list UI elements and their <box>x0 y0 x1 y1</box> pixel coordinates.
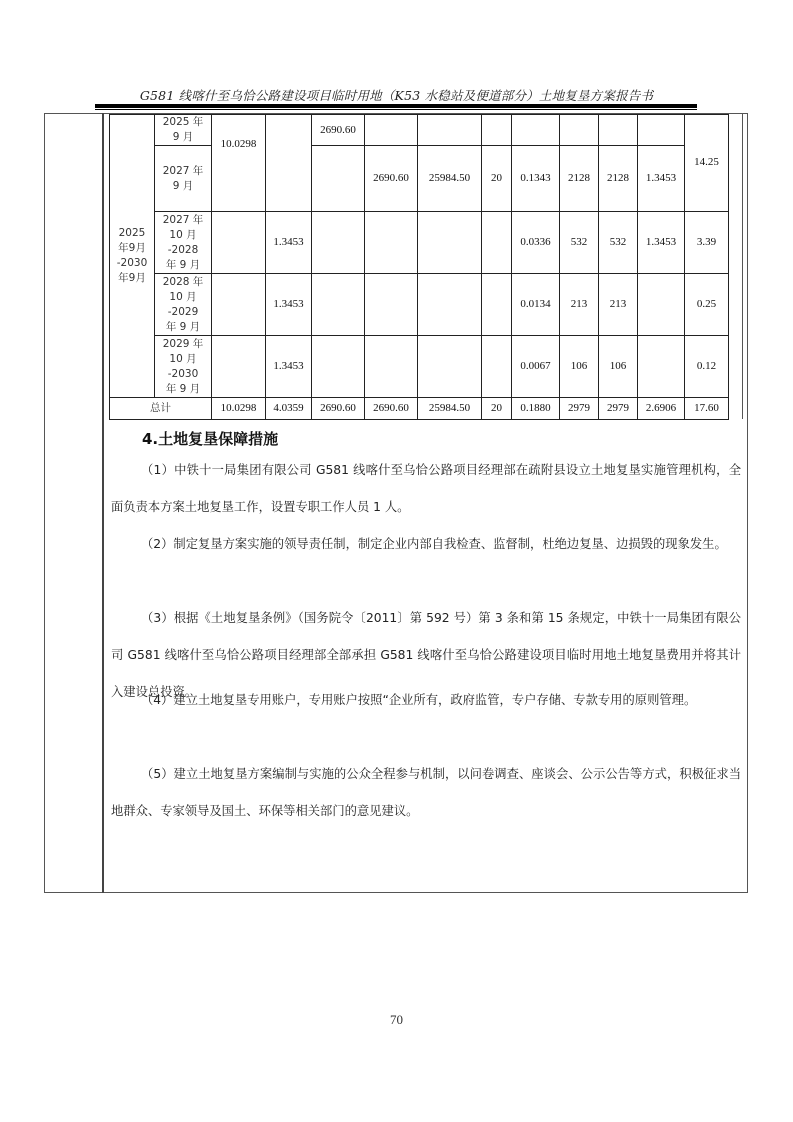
table-cell: 1.3453 <box>266 212 312 274</box>
sub-period-line: 9 月 <box>172 131 194 143</box>
total-cell: 4.0359 <box>266 398 312 420</box>
table-row <box>110 115 729 146</box>
period-cell <box>110 115 155 398</box>
table-cell <box>312 212 365 274</box>
table-cell <box>365 336 418 398</box>
sub-period-line: 年 9 月 <box>165 320 201 333</box>
table-cell: 532 <box>599 212 638 274</box>
period-line: 年9月 <box>118 242 146 254</box>
table-cell <box>638 336 685 398</box>
paragraph-4 <box>111 682 741 719</box>
sub-period-line: 年 9 月 <box>165 382 201 395</box>
table-cell: 1.3453 <box>266 336 312 398</box>
table-cell: 25984.50 <box>418 146 482 212</box>
reclamation-schedule-table <box>109 114 729 420</box>
total-cell: 20 <box>482 398 512 420</box>
sub-period-cell <box>155 115 212 146</box>
paragraph-2 <box>111 526 741 563</box>
total-cell: 2979 <box>599 398 638 420</box>
paragraph-5 <box>111 756 741 830</box>
table-cell <box>482 274 512 336</box>
table-cell <box>638 274 685 336</box>
table-cell: 0.25 <box>685 274 729 336</box>
table-cell: 0.0336 <box>512 212 560 274</box>
table-row <box>110 274 729 336</box>
table-cell <box>482 115 512 146</box>
table-cell: 213 <box>599 274 638 336</box>
table-cell <box>512 115 560 146</box>
table-cell: 10.0298 <box>212 115 266 212</box>
table-cell: 532 <box>560 212 599 274</box>
sub-period-line: 年 9 月 <box>165 258 201 271</box>
document-header-title: G581 线喀什至乌恰公路建设项目临时用地（K53 水稳站及便道部分）土地复垦方案报告书 <box>139 88 654 103</box>
sub-period-cell <box>155 336 212 398</box>
table-cell: 0.1343 <box>512 146 560 212</box>
left-column-divider <box>102 113 104 893</box>
table-cell <box>212 274 266 336</box>
table-cell: 20 <box>482 146 512 212</box>
table-cell: 1.3453 <box>638 146 685 212</box>
table-cell <box>365 274 418 336</box>
table-cell <box>365 212 418 274</box>
paragraph-text: （4）建立土地复垦专用账户，专用账户按照“企业所有，政府监管，专户存储、专款专用的原则管理。 <box>141 693 697 707</box>
total-cell: 2690.60 <box>365 398 418 420</box>
table-cell <box>418 336 482 398</box>
sub-period-cell <box>155 274 212 336</box>
table-cell: 2128 <box>599 146 638 212</box>
sub-period-line: -2029 <box>167 305 199 318</box>
table-row <box>110 146 729 212</box>
table-cell <box>418 115 482 146</box>
sub-period-line: 2027 年 <box>162 213 204 226</box>
total-cell: 0.1880 <box>512 398 560 420</box>
table-cell: 2128 <box>560 146 599 212</box>
table-cell: 0.12 <box>685 336 729 398</box>
header-rule-thick <box>95 104 697 108</box>
paragraph-text: （2）制定复垦方案实施的领导责任制，制定企业内部自我检查、监督制，杜绝边复垦、边损毁的现象发生。 <box>141 537 727 551</box>
paragraph-1 <box>111 452 741 526</box>
table-cell <box>418 212 482 274</box>
table-cell <box>599 115 638 146</box>
table-cell <box>212 212 266 274</box>
table-cell: 106 <box>560 336 599 398</box>
table-cell: 1.3453 <box>266 274 312 336</box>
sub-period-cell <box>155 212 212 274</box>
header-rule-thin <box>95 109 697 110</box>
section-heading: 4.土地复垦保障措施 <box>142 430 279 448</box>
sub-period-line: 10 月 <box>169 352 197 365</box>
page-number: 70 <box>390 1012 403 1027</box>
sub-period-line: 10 月 <box>169 290 197 303</box>
sub-period-line: 2027 年 <box>162 164 204 177</box>
total-cell: 2979 <box>560 398 599 420</box>
table-row <box>110 212 729 274</box>
table-cell <box>312 274 365 336</box>
sub-period-line: 2029 年 <box>162 337 204 350</box>
period-line: 2025 <box>118 227 146 239</box>
table-cell: 213 <box>560 274 599 336</box>
table-cell: 2690.60 <box>312 115 365 146</box>
table-cell: 14.25 <box>685 115 729 212</box>
total-cell: 10.0298 <box>212 398 266 420</box>
sub-period-cell <box>155 146 212 212</box>
total-label: 总计 <box>110 398 212 420</box>
period-line: -2030 <box>116 257 148 269</box>
total-row <box>110 398 729 420</box>
table-cell <box>266 115 312 212</box>
table-cell <box>482 212 512 274</box>
sub-period-line: -2028 <box>167 243 199 256</box>
table-cell: 106 <box>599 336 638 398</box>
table-cell <box>212 336 266 398</box>
table-cell <box>560 115 599 146</box>
sub-period-line: -2030 <box>167 367 199 380</box>
table-right-inner-border <box>742 113 743 419</box>
table-cell: 1.3453 <box>638 212 685 274</box>
table-cell: 0.0134 <box>512 274 560 336</box>
paragraph-text: （5）建立土地复垦方案编制与实施的公众全程参与机制，以问卷调查、座谈会、公示公告等方式，积极征求当地群众、专家领导及国土、环保等相关部门的意见建议。 <box>111 767 741 818</box>
table-cell <box>312 146 365 212</box>
table-cell <box>482 336 512 398</box>
table-cell: 2690.60 <box>365 146 418 212</box>
table-cell <box>638 115 685 146</box>
table-row <box>110 336 729 398</box>
table-cell <box>418 274 482 336</box>
sub-period-line: 10 月 <box>169 228 197 241</box>
total-cell: 2690.60 <box>312 398 365 420</box>
table-cell: 3.39 <box>685 212 729 274</box>
sub-period-line: 2028 年 <box>162 275 204 288</box>
sub-period-line: 2025 年 <box>162 116 204 128</box>
total-cell: 17.60 <box>685 398 729 420</box>
paragraph-text: （3）根据《土地复垦条例》（国务院令〔2011〕第 592 号）第 3 条和第 15 条规定，中铁十一局集团有限公司 G581 线喀什至乌恰公路项目经理部全部承担 G581 线喀什至乌恰公路建设项目临时用地土地复垦费用并将其计入建设总投资。 <box>111 611 741 699</box>
paragraph-text: （1）中铁十一局集团有限公司 G581 线喀什至乌恰公路项目经理部在疏附县设立土地复垦实施管理机构，全面负责本方案土地复垦工作，设置专职工作人员 1 人。 <box>111 463 741 514</box>
total-cell: 2.6906 <box>638 398 685 420</box>
table-cell <box>365 115 418 146</box>
table-cell: 0.0067 <box>512 336 560 398</box>
total-cell: 25984.50 <box>418 398 482 420</box>
period-line: 年9月 <box>118 272 146 284</box>
sub-period-line: 9 月 <box>172 179 194 192</box>
table-cell <box>312 336 365 398</box>
